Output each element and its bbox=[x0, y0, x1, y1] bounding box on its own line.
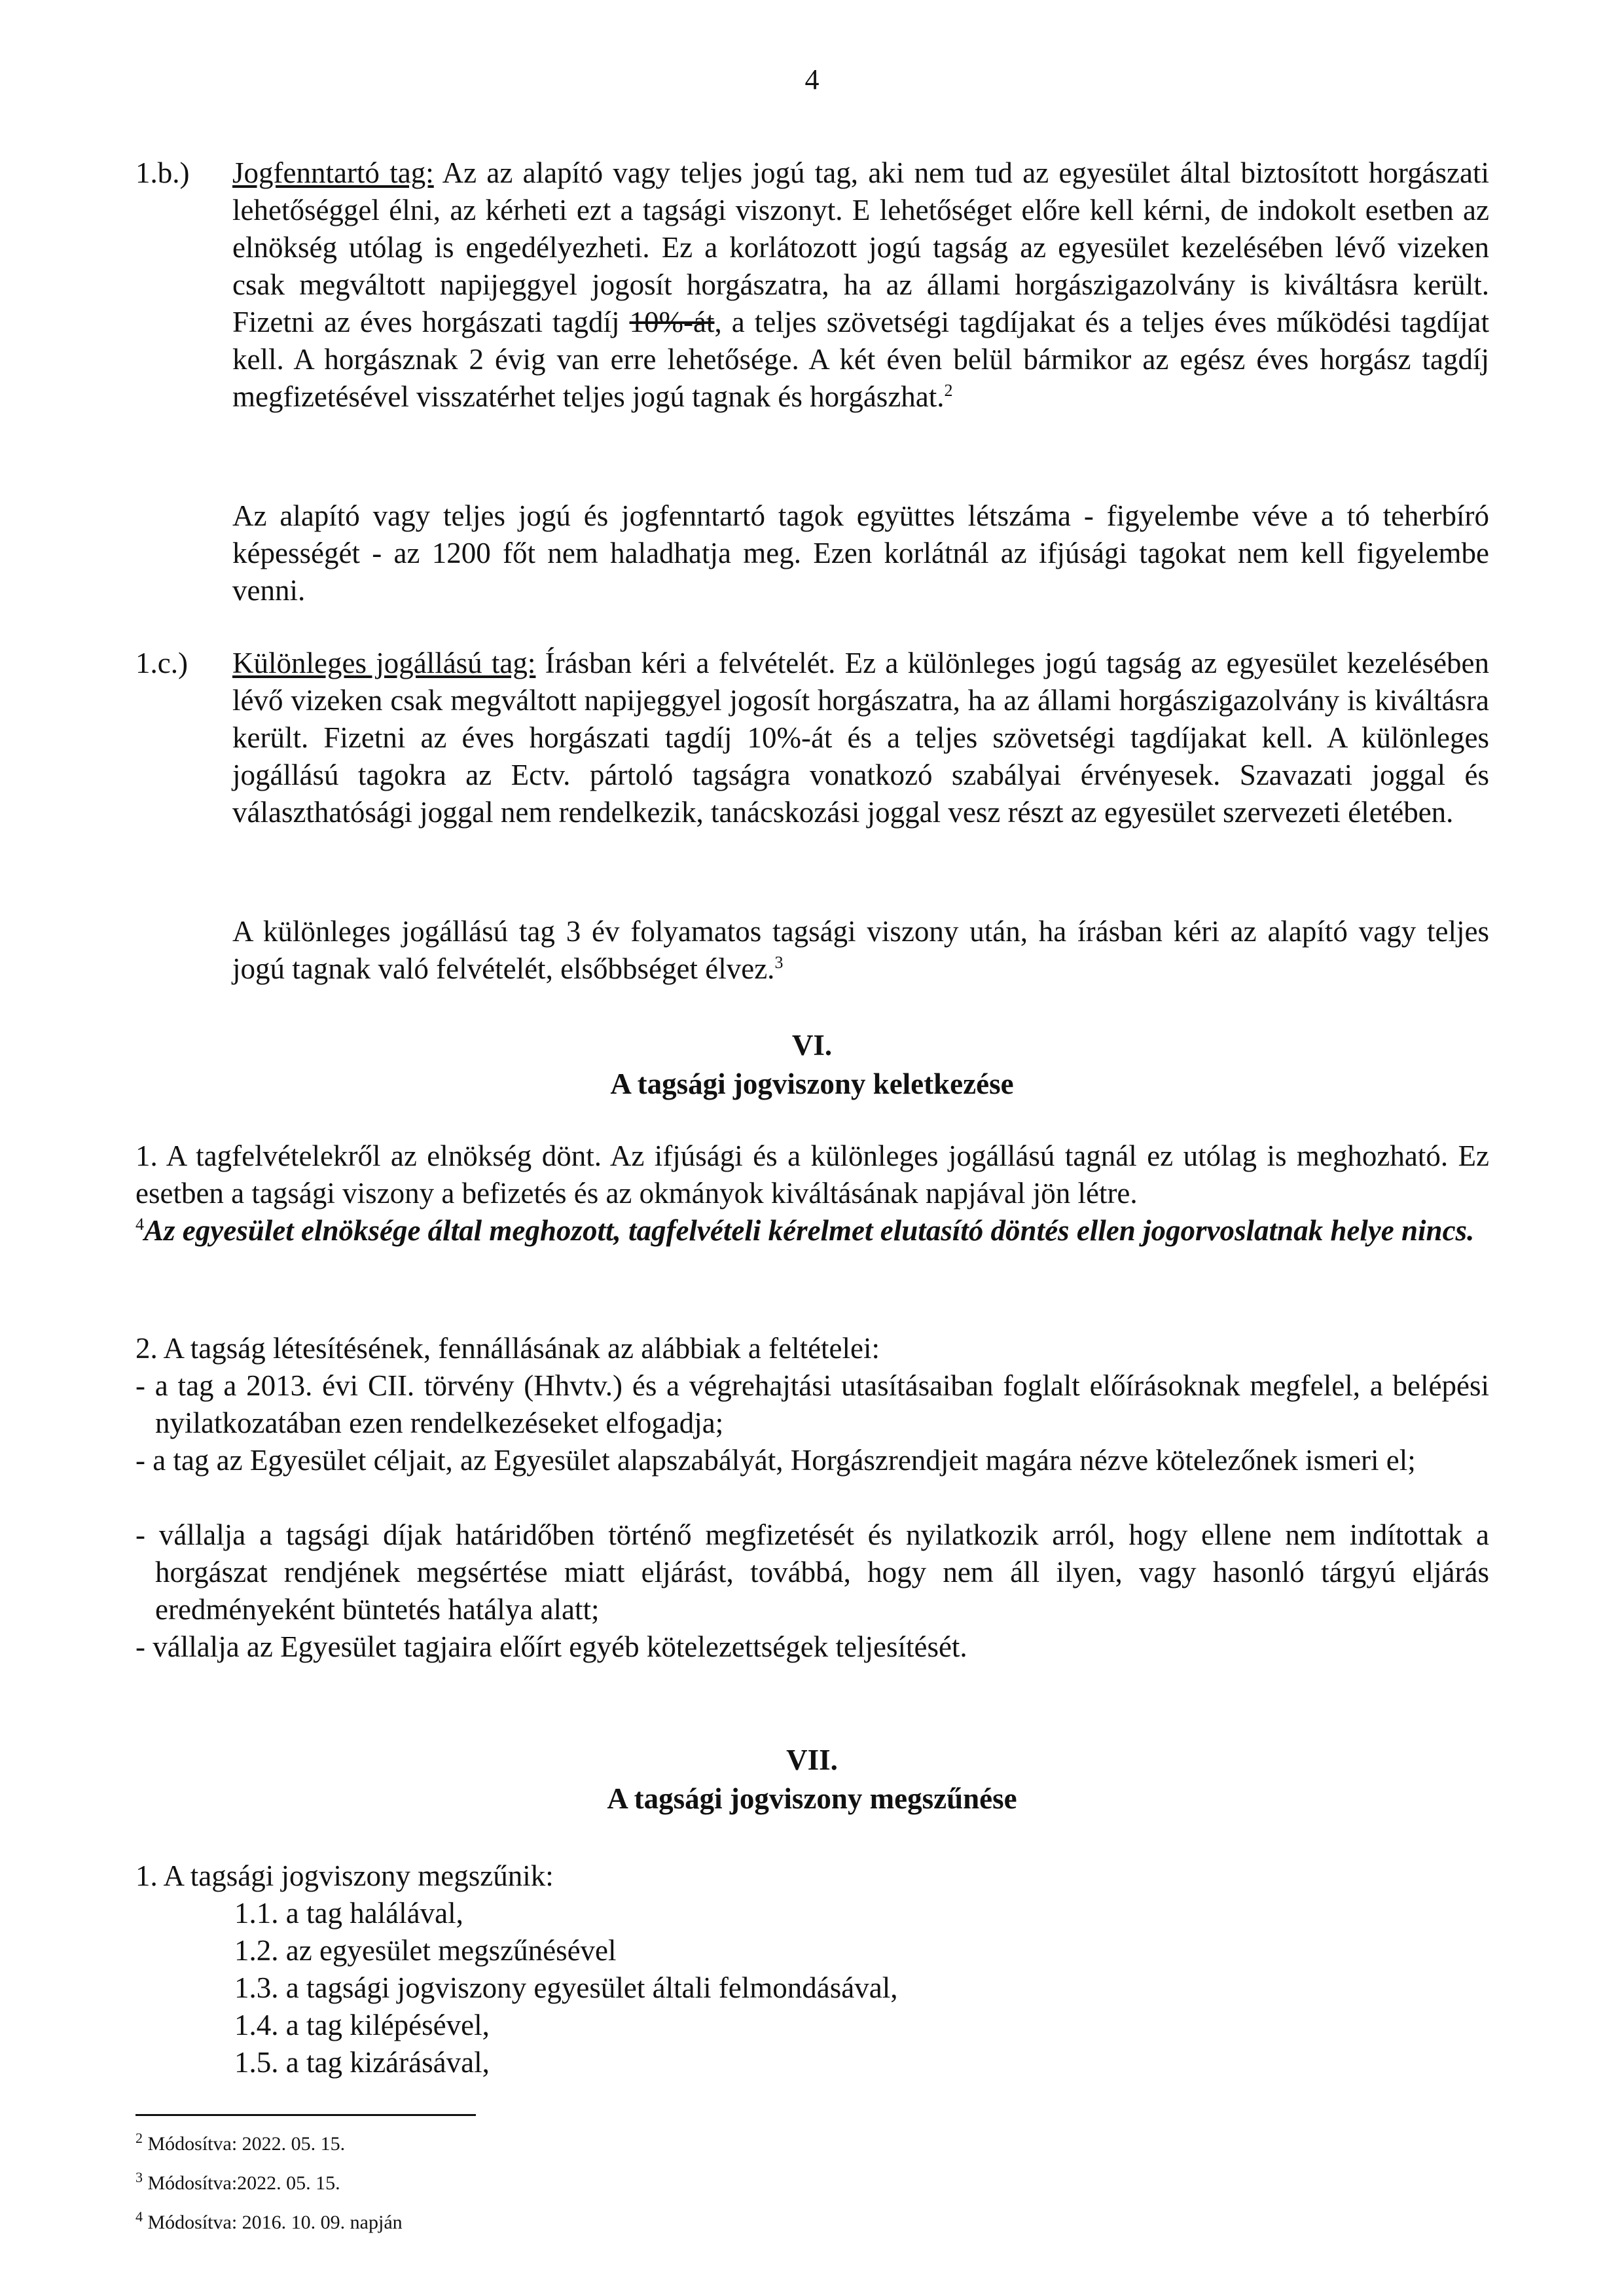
struck-text: 10%-át bbox=[629, 306, 715, 338]
footnote-text: Módosítva:2022. 05. 15. bbox=[147, 2172, 340, 2194]
section-vi-p1-bold: Az egyesület elnöksége által meghozott, tagfelvételi kérelmet elutasító döntés ellen jogorvoslatnak helye nincs. bbox=[144, 1214, 1475, 1247]
footnote-ref-4: 4 bbox=[135, 1215, 144, 1234]
footnote-ref-2: 2 bbox=[944, 381, 953, 400]
section-1c-paragraph bbox=[232, 645, 1489, 831]
special-member-priority-paragraph bbox=[232, 913, 1489, 988]
special-member-priority-text: A különleges jogállású tag 3 év folyamatos tagsági viszony után, ha írásban kéri az alapító vagy teljes jogú tagnak való felvételét, elsőbbséget élvez. bbox=[232, 915, 1489, 985]
section-1b-paragraph bbox=[232, 154, 1489, 416]
termination-item: 1.3. a tagsági jogviszony egyesület általi felmondásával, bbox=[234, 1971, 898, 2004]
footnote-number: 4 bbox=[135, 2208, 143, 2225]
footnote-ref-3: 3 bbox=[774, 953, 784, 972]
footnote-3 bbox=[135, 2169, 340, 2195]
section-vi-p1-text: 1. A tagfelvételekről az elnökség dönt. Az ifjúsági és a különleges jogállású tagnál ez utólag is meghozható. Ez esetben a tagsági viszony a befizetés és az okmányok kiváltásának napjával jön létre. bbox=[135, 1139, 1489, 1210]
page-number: 4 bbox=[804, 63, 820, 96]
section-vi-numeral: VI. bbox=[791, 1029, 833, 1062]
termination-item: 1.1. a tag halálával, bbox=[234, 1897, 463, 1929]
condition-item: - a tag az Egyesület céljait, az Egyesület alapszabályát, Horgászrendjeit magára nézve kötelezőnek ismeri el; bbox=[135, 1444, 1416, 1477]
membership-limit-paragraph: Az alapító vagy teljes jogú és jogfenntartó tagok együttes létszáma - figyelembe véve a tó teherbíró képességét - az 1200 főt nem haladhatja meg. Ezen korlátnál az ifjúsági tagokat nem kell figyelembe venni. bbox=[232, 499, 1489, 607]
section-1b-text-b: , a teljes szövetségi tagdíjakat és a teljes éves működési tagdíjat kell. A horgásznak 2 évig van erre lehetősége. A két éven belül bármikor az egész éves horgász tagdíj megfizetésével visszatérhet teljes jogú tagnak és horgászhat. bbox=[232, 306, 1489, 413]
section-1b-label: 1.b.) bbox=[135, 156, 190, 189]
condition-item: - a tag a 2013. évi CII. törvény (Hhvtv.) és a végrehajtási utasításaiban foglalt előírásoknak megfelel, a belépési nyilatkozatában ezen rendelkezéseket elfogadja; bbox=[135, 1369, 1489, 1439]
section-vii-title: A tagsági jogviszony megszűnése bbox=[607, 1782, 1017, 1815]
footnote-separator bbox=[135, 2114, 476, 2116]
termination-item: 1.2. az egyesület megszűnésével bbox=[234, 1934, 617, 1967]
section-vi-paragraph-1 bbox=[135, 1138, 1489, 1249]
section-vii-numeral: VII. bbox=[786, 1744, 838, 1776]
footnote-text: Módosítva: 2022. 05. 15. bbox=[147, 2133, 346, 2155]
condition-item: - vállalja a tagsági díjak határidőben történő megfizetését és nyilatkozik arról, hogy ellene nem indítottak a horgászat rendjének megsértése miatt eljárást, továbbá, hogy nem áll ilyen, vagy hasonló tárgyú eljárás eredményeként büntetés hatálya alatt; bbox=[135, 1518, 1489, 1626]
footnote-4 bbox=[135, 2208, 403, 2234]
section-1b-term: Jogfenntartó tag: bbox=[232, 156, 434, 189]
condition-item: - vállalja az Egyesület tagjaira előírt egyéb kötelezettségek teljesítését. bbox=[135, 1630, 967, 1663]
section-1c-term: Különleges jogállású tag: bbox=[232, 647, 536, 679]
footnote-text: Módosítva: 2016. 10. 09. napján bbox=[147, 2212, 403, 2233]
footnote-2 bbox=[135, 2132, 345, 2156]
section-1b-text-a: Az az alapító vagy teljes jogú tag, aki nem tud az egyesület által biztosított horgászati lehetőséggel élni, az kérheti ezt a tagsági viszonyt. E lehetőséget előre kell kérni, de indokolt esetben az elnökség utólag is engedélyezheti. Ez a korlátozott jogú tagság az egyesület kezelésében lévő vizeken csak megváltott napijeggyel jogosít horgászatra, ha az állami horgászigazolvány is kiváltásra került. Fizetni az éves horgászati tagdíj bbox=[232, 156, 1489, 338]
section-vi-paragraph-2-intro: 2. A tagság létesítésének, fennállásának az alábbiak a feltételei: bbox=[135, 1332, 880, 1365]
termination-item: 1.5. a tag kizárásával, bbox=[234, 2046, 490, 2079]
section-vi-title: A tagsági jogviszony keletkezése bbox=[610, 1067, 1014, 1100]
termination-intro: 1. A tagsági jogviszony megszűnik: bbox=[135, 1859, 554, 1892]
section-1c-label: 1.c.) bbox=[135, 647, 188, 679]
footnote-number: 3 bbox=[135, 2169, 143, 2185]
termination-item: 1.4. a tag kilépésével, bbox=[234, 2009, 490, 2041]
section-1c-text: Írásban kéri a felvételét. Ez a különleges jogú tagság az egyesület kezelésében lévő vizeken csak megváltott napijeggyel jogosít horgászatra, ha az állami horgászigazolvány is kiváltásra került. Fizetni az éves horgászati tagdíj 10%-át és a teljes szövetségi tagdíjakat kell. A különleges jogállású tagokra az Ectv. pártoló tagságra vonatkozó szabályai érvényesek. Szavazati joggal és választhatósági joggal nem rendelkezik, tanácskozási joggal vesz részt az egyesület szervezeti életében. bbox=[232, 647, 1489, 829]
footnote-number: 2 bbox=[135, 2130, 143, 2146]
